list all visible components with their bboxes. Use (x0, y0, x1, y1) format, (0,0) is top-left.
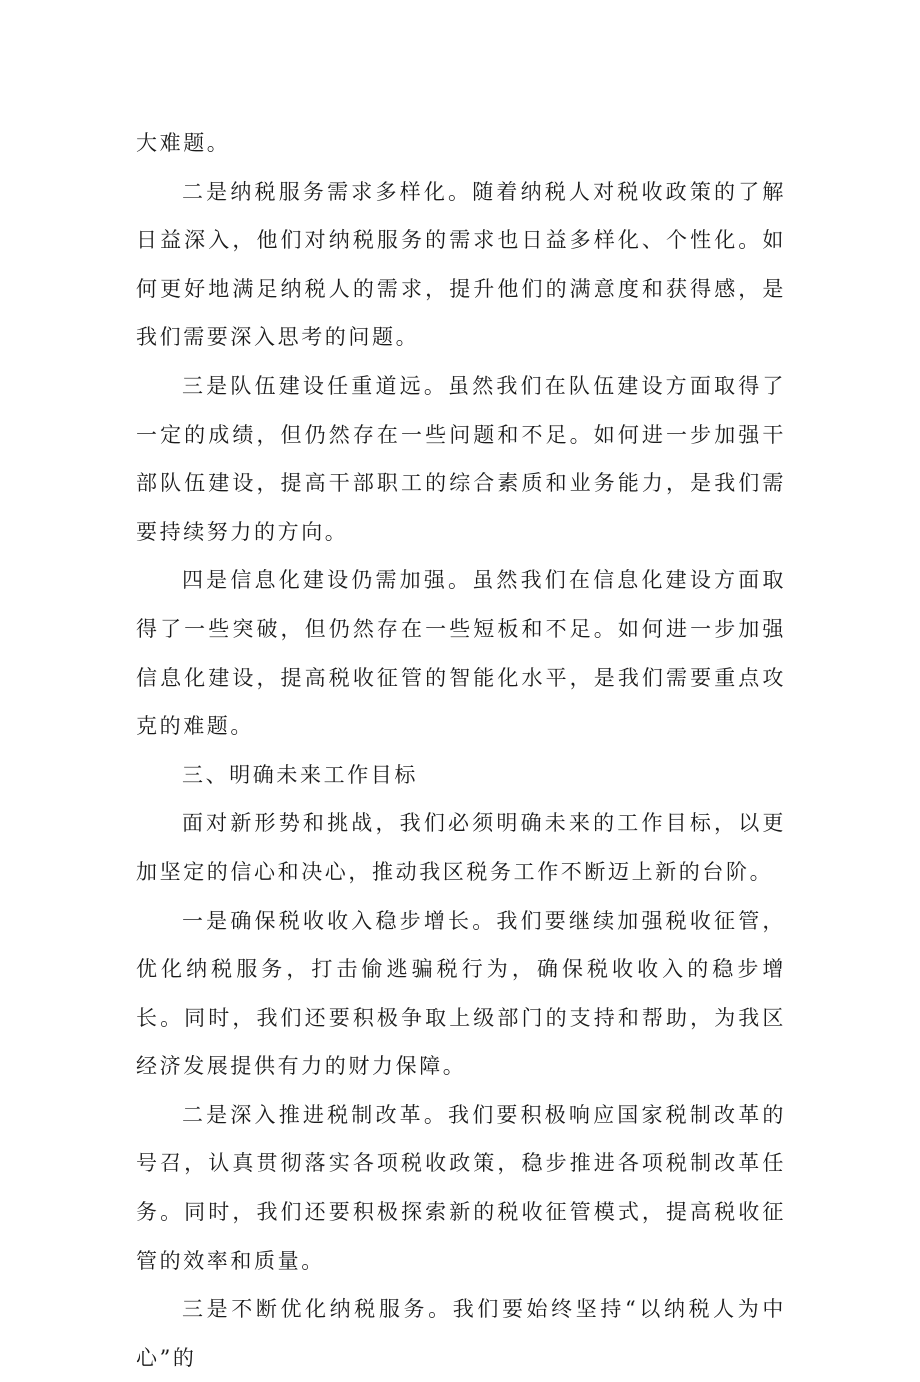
paragraph-continuation: 大难题。 (136, 131, 231, 155)
section-heading-future-goals: 三、明确未来工作目标 (182, 762, 418, 787)
paragraph-tax-reform: 二是深入推进税制改革。我们要积极响应国家税制改革的号召，认真贯彻落实各项税收政策，稳步推进各项税制改革任务。同时，我们还要积极探索新的税收征管模式，提高税收征管的效率和质量。 (136, 1102, 786, 1273)
paragraph-goals-intro: 面对新形势和挑战，我们必须明确未来的工作目标，以更加坚定的信心和决心，推动我区税务工作不断迈上新的台阶。 (136, 811, 786, 884)
paragraph-informatization: 四是信息化建设仍需加强。虽然我们在信息化建设方面取得了一些突破，但仍然存在一些短板和不足。如何进一步加强信息化建设，提高税收征管的智能化水平，是我们需要重点攻克的难题。 (136, 568, 786, 739)
paragraph-revenue-growth: 一是确保税收收入稳步增长。我们要继续加强税收征管，优化纳税服务，打击偷逃骗税行为，确保税收收入的稳步增长。同时，我们还要积极争取上级部门的支持和帮助，为我区经济发展提供有力的财力保障。 (136, 908, 786, 1079)
paragraph-service-demand: 二是纳税服务需求多样化。随着纳税人对税收政策的了解日益深入，他们对纳税服务的需求也日益多样化、个性化。如何更好地满足纳税人的需求，提升他们的满意度和获得感，是我们需要深入思考的问题。 (136, 179, 786, 350)
paragraph-team-building: 三是队伍建设任重道远。虽然我们在队伍建设方面取得了一定的成绩，但仍然存在一些问题和不足。如何进一步加强干部队伍建设，提高干部职工的综合素质和业务能力，是我们需要持续努力的方向。 (136, 373, 786, 544)
paragraph-service-optimization: 三是不断优化纳税服务。我们要始终坚持“以纳税人为中心”的 (136, 1297, 786, 1370)
document-body (136, 119, 786, 1382)
